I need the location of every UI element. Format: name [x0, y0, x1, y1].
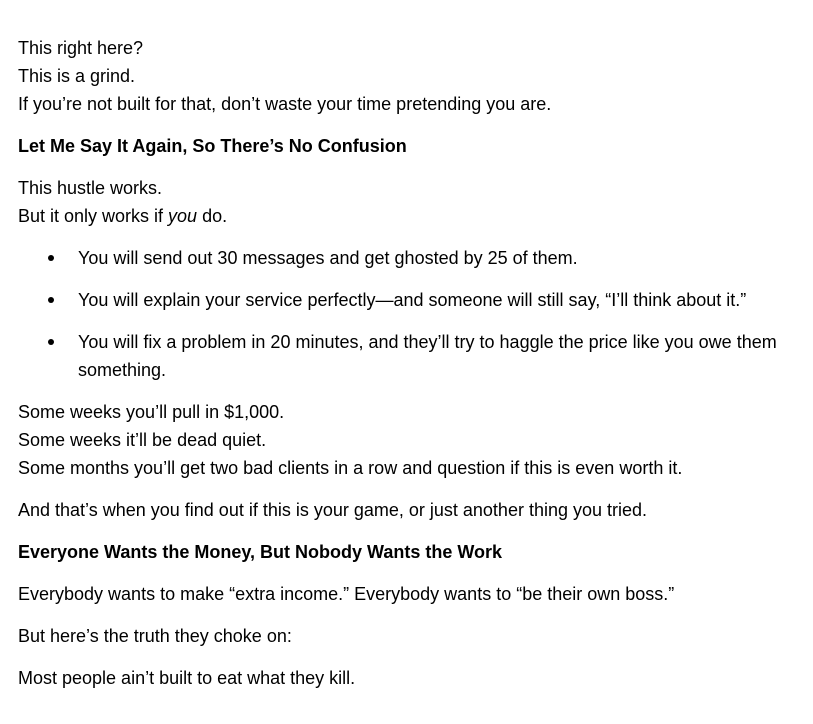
- intro-line-1: This right here?: [18, 38, 144, 58]
- section-heading-2: Everyone Wants the Money, But Nobody Wants the Work: [18, 542, 503, 562]
- list-item: [18, 286, 795, 314]
- list-item-text: You will explain your service perfectly—and someone will still say, “I’ll think about it.”: [78, 290, 747, 310]
- hustle-line-2-post: do.: [197, 206, 228, 226]
- list-item: [18, 244, 795, 272]
- section-heading-1: Let Me Say It Again, So There’s No Confusion: [18, 136, 407, 156]
- hustle-line-2-emphasis: you: [168, 206, 198, 226]
- bullet-dot-icon: [48, 297, 54, 303]
- bullet-dot-icon: [48, 255, 54, 261]
- income-paragraph: Everybody wants to make “extra income.” Everybody wants to “be their own boss.”: [18, 584, 675, 604]
- bullet-list: [18, 244, 795, 384]
- truth-paragraph: But here’s the truth they choke on:: [18, 626, 292, 646]
- list-item: [18, 328, 795, 384]
- weeks-line-3: Some months you’ll get two bad clients in a row and question if this is even worth it.: [18, 458, 683, 478]
- game-paragraph: And that’s when you find out if this is your game, or just another thing you tried.: [18, 500, 648, 520]
- intro-line-2: This is a grind.: [18, 66, 136, 86]
- intro-paragraph: [18, 34, 795, 118]
- hustle-line-2: [18, 202, 795, 230]
- hustle-line-2-pre: But it only works if: [18, 206, 169, 226]
- hustle-line-1: This hustle works.: [18, 178, 163, 198]
- weeks-line-1: Some weeks you’ll pull in $1,000.: [18, 402, 285, 422]
- bullet-dot-icon: [48, 339, 54, 345]
- hustle-paragraph: [18, 174, 795, 230]
- intro-line-3: If you’re not built for that, don’t waste your time pretending you are.: [18, 94, 552, 114]
- weeks-line-2: Some weeks it’ll be dead quiet.: [18, 430, 267, 450]
- weeks-paragraph: [18, 398, 795, 482]
- kill-paragraph: Most people ain’t built to eat what they kill.: [18, 668, 356, 688]
- list-item-text: You will send out 30 messages and get ghosted by 25 of them.: [78, 248, 578, 268]
- list-item-text: You will fix a problem in 20 minutes, and they’ll try to haggle the price like you owe them something.: [78, 332, 777, 380]
